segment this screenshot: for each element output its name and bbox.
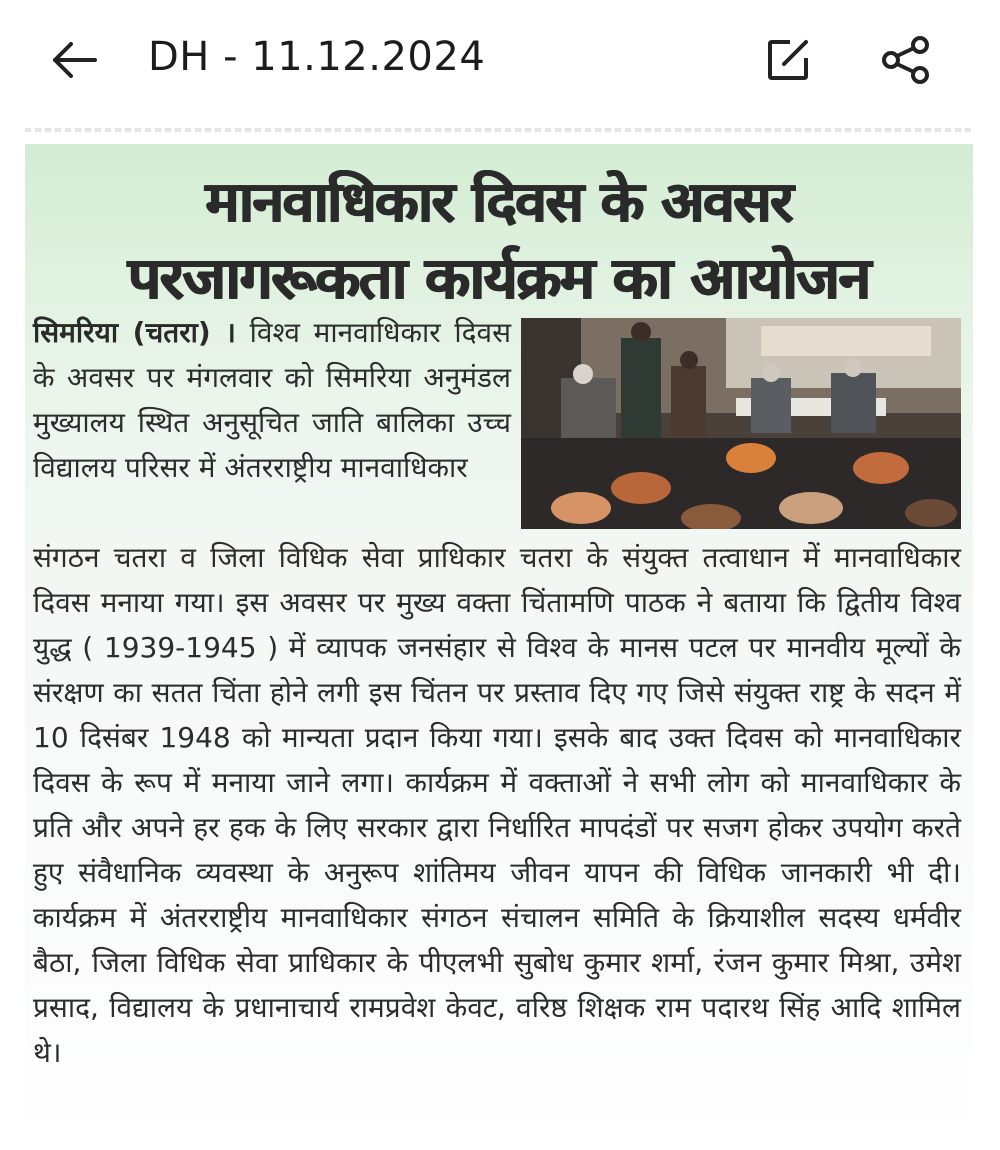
edit-button[interactable] [760,32,816,88]
headline-line-2: परजागरूकता कार्यक्रम का आयोजन [128,244,870,312]
event-photo [521,318,961,529]
news-clipping[interactable] [25,144,973,1146]
share-icon [880,34,932,86]
page-title: DH - 11.12.2024 [148,34,486,80]
top-app-bar [0,0,1000,120]
arrow-left-icon [49,40,99,80]
dateline: सिमरिया (चतरा) । [33,316,236,349]
clipping-edge [25,128,973,132]
edit-icon [764,36,812,84]
headline-line-1: मानवाधिकार दिवस के अवसर [205,170,793,235]
event-photo-image [521,318,961,529]
article-body: संगठन चतरा व जिला विधिक सेवा प्राधिकार चतरा के संयुक्त तत्वाधान में मानवाधिकार दिवस मनाया गया। इस अवसर पर मुख्य वक्ता चिंतामणि पाठक ने बताया कि द्वितीय विश्व युद्ध ( 1939-1945 ) में व्यापक जनसंहार से विश्व के मानस पटल पर मानवीय मूल्यों के संरक्षण का सतत चिंता होने लगी इस चिंतन पर प्रस्ताव दिए गए जिसे संयुक्त राष्ट्र के सदन में 10 दिसंबर 1948 को मान्यता प्रदान किया गया। इसके बाद उक्त दिवस को मानवाधिकार दिवस के रूप में मनाया जाने लगा। कार्यक्रम में वक्ताओं ने सभी लोग को मानवाधिकार के प्रति और अपने हर हक के लिए सरकार द्वारा निर्धारित मापदंडों पर सजग होकर उपयोग करते हुए संवैधानिक व्यवस्था के अनुरूप शांतिमय जीवन यापन की विधिक जानकारी भी दी। कार्यक्रम में अंतरराष्ट्रीय मानवाधिकार संगठन संचालन समिति के क्रियाशील सदस्य धर्मवीर बैठा, जिला विधिक सेवा प्राधिकार के पीएलभी सुबोध कुमार शर्मा, रंजन कुमार मिश्रा, उमेश प्रसाद, विद्यालय के प्रधानाचार्य रामप्रवेश केवट, वरिष्ठ शिक्षक राम पदारथ सिंह आदि शामिल थे। [33,541,961,1069]
back-button[interactable] [46,36,102,84]
article-intro [33,310,511,490]
article-intro-text: विश्व मानवाधिकार दिवस के अवसर पर मंगलवार को सिमरिया अनुमंडल मुख्यालय स्थित अनुसूचित जाति बालिका उच्च विद्यालय परिसर में अंतरराष्ट्रीय मानवाधिकार [33,316,511,484]
share-button[interactable] [876,32,936,88]
